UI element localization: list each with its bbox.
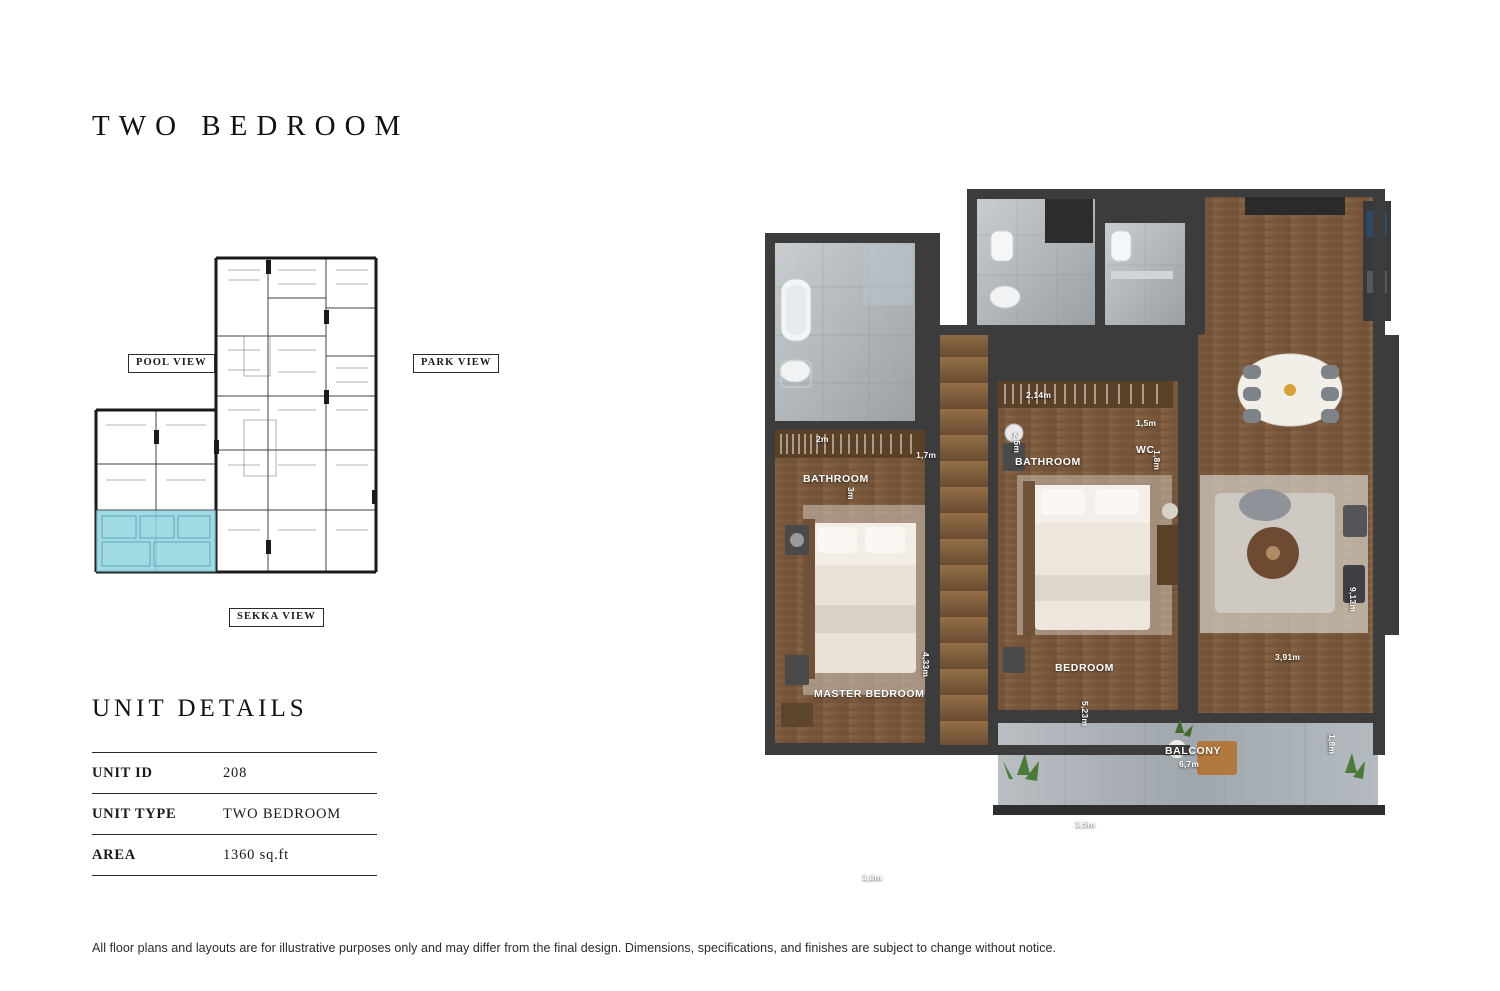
table-row xyxy=(92,753,377,794)
dimension-master-width: 3,8m xyxy=(862,872,883,882)
room-label-bathroom-2: BATHROOM xyxy=(1015,456,1081,468)
unit-details-table xyxy=(92,752,377,876)
room-label-bedroom: BEDROOM xyxy=(1055,662,1115,674)
dimension-dining-width: 3,91m xyxy=(1275,652,1301,662)
key-plan-diagram xyxy=(88,240,508,640)
table-row xyxy=(92,794,377,835)
dimension-bedroom-width: 3,5m xyxy=(1075,819,1096,829)
view-tag-pool-view: POOL VIEW xyxy=(128,354,215,373)
dimension-bath1-width: 2m xyxy=(816,434,829,444)
disclaimer-text: All floor plans and layouts are for illustrative purposes only and may differ from the final design. Dimensions, specifications, and finishes are subject to change without notice. xyxy=(92,941,1057,955)
room-label-bathroom-1: BATHROOM xyxy=(803,473,869,485)
unit-id-value: 208 xyxy=(223,753,377,794)
room-label-master-bedroom: MASTER BEDROOM xyxy=(814,688,925,700)
dimension-wc-width: 1,5m xyxy=(1136,418,1157,428)
dimension-master-height: 4,33m xyxy=(921,652,931,678)
dimension-balcony-width: 6,7m xyxy=(1179,759,1200,769)
dimension-balcony-height: 1,8m xyxy=(1327,734,1337,755)
view-tag-park-view: PARK VIEW xyxy=(413,354,499,373)
area-label: AREA xyxy=(92,835,223,876)
dimension-wc-height: 1,8m xyxy=(1152,450,1162,471)
area-value: 1360 sq.ft xyxy=(223,835,377,876)
room-label-balcony: BALCONY xyxy=(1165,745,1222,757)
floor-plan-render xyxy=(745,175,1445,882)
dimension-bath2-height: 2,5m xyxy=(1012,433,1022,454)
dimension-bath1-height: 3m xyxy=(846,487,856,500)
dimension-living-height: 9,13m xyxy=(1348,587,1358,613)
key-plan xyxy=(88,240,508,640)
unit-id-label: UNIT ID xyxy=(92,753,223,794)
unit-details-heading: UNIT DETAILS xyxy=(92,695,308,722)
unit-type-label: UNIT TYPE xyxy=(92,794,223,835)
view-tag-sekka-view: SEKKA VIEW xyxy=(229,608,324,627)
unit-type-value: TWO BEDROOM xyxy=(223,794,377,835)
table-row xyxy=(92,835,377,876)
page-title: TWO BEDROOM xyxy=(92,110,410,142)
room-label-wc: WC xyxy=(1136,444,1155,456)
highlighted-unit xyxy=(96,510,216,572)
dimension-bedroom-height: 5,23m xyxy=(1080,701,1090,727)
dimension-corridor-width: 1,7m xyxy=(916,450,937,460)
dimension-bath2-width: 2,14m xyxy=(1026,390,1052,400)
